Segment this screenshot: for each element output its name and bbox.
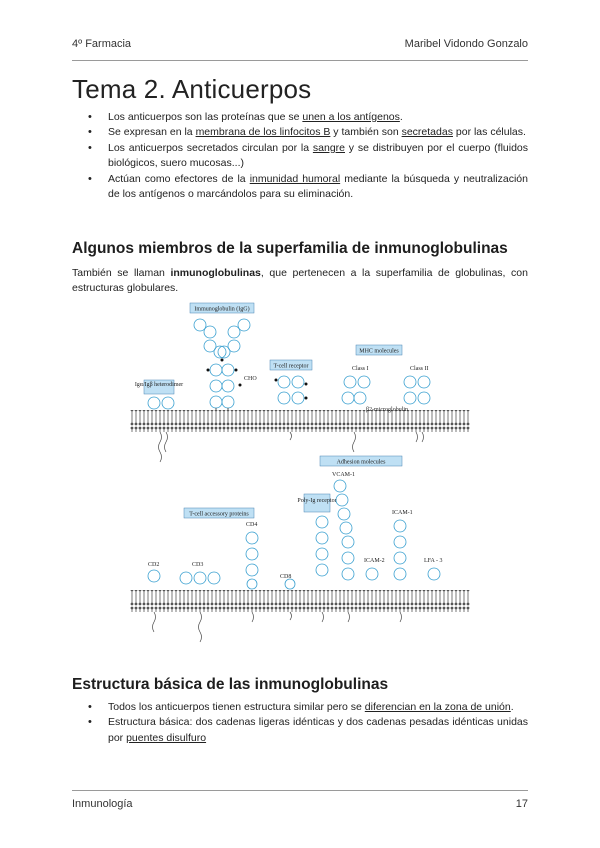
intro-bullet-list	[72, 110, 528, 202]
superfamily-paragraph: También se llaman inmunoglobulinas, que pertenecen a la superfamilia de globulinas, con estructuras globulares.	[72, 267, 528, 295]
cd2-label: CD2	[148, 562, 160, 568]
vcam1-molecule	[334, 480, 354, 580]
class-ii-label: Class II	[410, 366, 429, 372]
igg-molecule	[194, 319, 250, 410]
list-item: • Los anticuerpos son las proteínas que se unen a los antígenos.	[72, 110, 528, 125]
cytoplasmic-tails-lower	[153, 612, 402, 642]
cd8-label: CD8	[280, 574, 292, 580]
list-item: • Actúan como efectores de la inmunidad humoral mediante la búsqueda y neutralización de los antígenos o marcándolos para su eliminación.	[72, 172, 528, 203]
cd3-label: CD3	[192, 562, 204, 568]
header-rule	[72, 60, 528, 61]
vcam-label: VCAM-1	[332, 472, 356, 478]
class-i-label: Class I	[352, 366, 369, 372]
page-number: 17	[515, 798, 528, 810]
cell-membrane-bottom	[130, 590, 470, 612]
polyig-label: Poly-Ig receptor	[297, 498, 337, 504]
icam2-molecule	[366, 568, 378, 580]
list-item: • Estructura básica: dos cadenas ligeras idénticas y dos cadenas pesadas idénticas unidas por puentes disulfuro	[72, 715, 528, 746]
icam2-label: ICAM-2	[364, 558, 385, 564]
cd4-molecule	[246, 532, 258, 589]
list-item: • Se expresan en la membrana de los linfocitos B y también son secretadas por las células.	[72, 125, 528, 140]
adhesion-label: Adhesion molecules	[336, 459, 386, 466]
list-item: • Todos los anticuerpos tienen estructura similar pero se diferencian en la zona de unión.	[72, 700, 528, 715]
mhc-label: MHC molecules	[359, 348, 399, 355]
mhc-class-ii-molecule	[404, 376, 430, 404]
iga-label: Igα/Igβ heterodimer	[134, 382, 184, 388]
cd2-molecule	[148, 570, 160, 582]
footer-subject: Inmunología	[72, 798, 133, 810]
lfa3-molecule	[428, 568, 440, 580]
list-item: • Los anticuerpos secretados circulan por la sangre y se distribuyen por el cuerpo (fluidos biológicos, suero mucosas...)	[72, 141, 528, 172]
polyig-molecule	[316, 516, 328, 576]
cd4-label: CD4	[246, 522, 258, 528]
cd8-molecule	[285, 579, 295, 589]
section-heading-superfamily: Algunos miembros de la superfamilia de inmunoglobulinas	[72, 240, 508, 257]
cho-label: CHO	[244, 376, 257, 382]
tcr-molecule	[278, 376, 304, 404]
header-course: 4º Farmacia	[72, 38, 132, 50]
mhc-class-i-molecule	[342, 376, 370, 404]
icam1-label: ICAM-1	[392, 510, 413, 516]
tcr-label: T-cell receptor	[273, 363, 309, 370]
cd3-molecule	[180, 572, 220, 584]
page-title: Tema 2. Anticuerpos	[72, 74, 312, 104]
tcap-label: T-cell accessory proteins	[189, 511, 249, 518]
iga-igb-molecule	[148, 397, 174, 409]
footer-rule	[72, 790, 528, 791]
b2m-label: β2-microglobulin	[366, 407, 409, 413]
header-author: Maribel Vidondo Gonzalo	[404, 38, 528, 50]
section-heading-basic-structure: Estructura básica de las inmunoglobulinas	[72, 676, 389, 693]
igg-label: Immunoglobulin (IgG)	[194, 306, 250, 313]
structure-bullet-list	[72, 700, 528, 746]
igsf-members-figure	[130, 300, 470, 660]
lfa3-label: LFA - 3	[424, 558, 443, 564]
icam1-molecule	[394, 520, 406, 580]
cell-membrane-top	[130, 410, 470, 432]
